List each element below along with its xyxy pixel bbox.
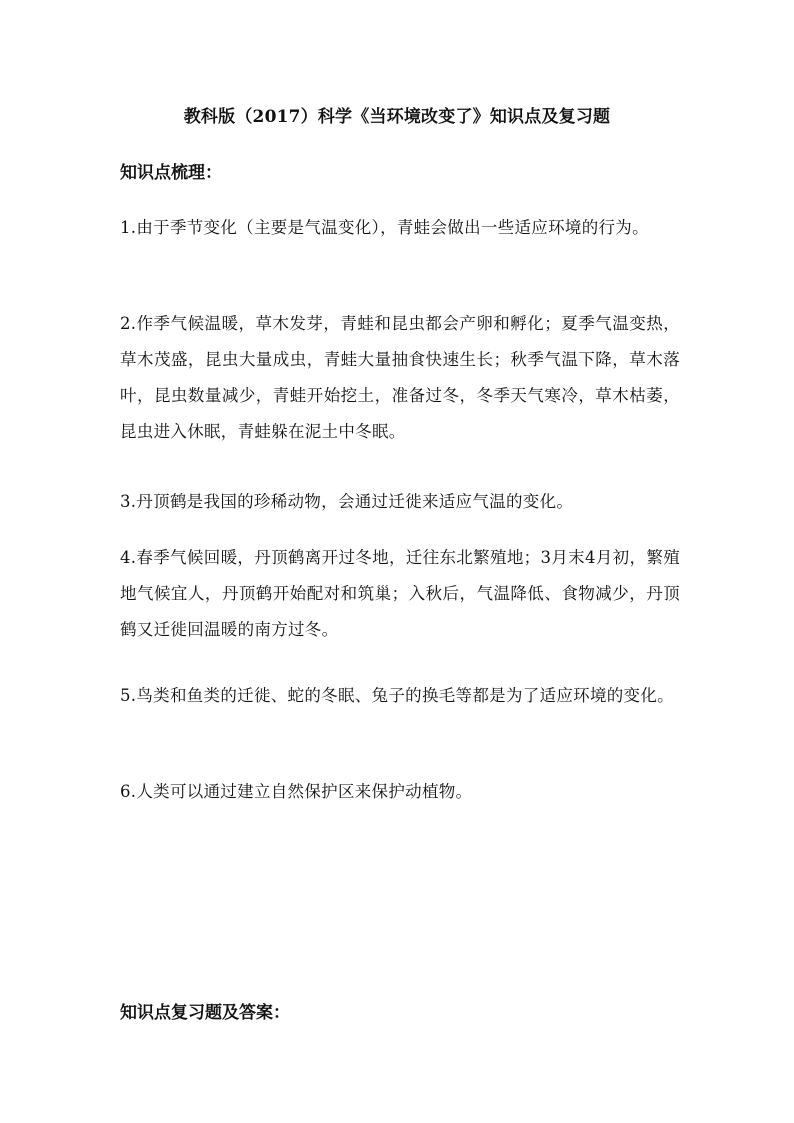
knowledge-points-heading: 知识点梳理： <box>120 163 222 183</box>
knowledge-point-6: 6.人类可以通过建立自然保护区来保护动植物。 <box>120 782 473 801</box>
knowledge-point-4: 4.春季气候回暖，丹顶鹤离开过冬地，迁往东北繁殖地；3月末4月初，繁殖地气候宜人，丹顶鹤开始配对和筑巢；入秋后，气温降低、食物减少，丹顶鹤又迁徙回温暖的南方过冬。 <box>120 548 680 639</box>
knowledge-point-3: 3.丹顶鹤是我国的珍稀动物，会通过迁徙来适应气温的变化。 <box>120 492 574 511</box>
knowledge-point-2: 2.作季气候温暖，草木发芽，青蛙和昆虫都会产卵和孵化；夏季气温变热，草木茂盛，昆虫大量成虫，青蛙大量抽食快速生长；秋季气温下降，草木落叶，昆虫数量减少，青蛙开始挖土，准备过冬，冬季天气寒冷，草木枯萎，昆虫进入休眠，青蛙躲在泥土中冬眠。 <box>120 314 680 441</box>
knowledge-point-5: 5.鸟类和鱼类的迁徙、蛇的冬眠、兔子的换毛等都是为了适应环境的变化。 <box>120 686 674 705</box>
document-title: 教科版（2017）科学《当环境改变了》知识点及复习题 <box>183 107 611 127</box>
review-questions-heading: 知识点复习题及答案： <box>120 1003 290 1023</box>
knowledge-point-1: 1.由于季节变化（主要是气温变化），青蛙会做出一些适应环境的行为。 <box>120 218 649 237</box>
